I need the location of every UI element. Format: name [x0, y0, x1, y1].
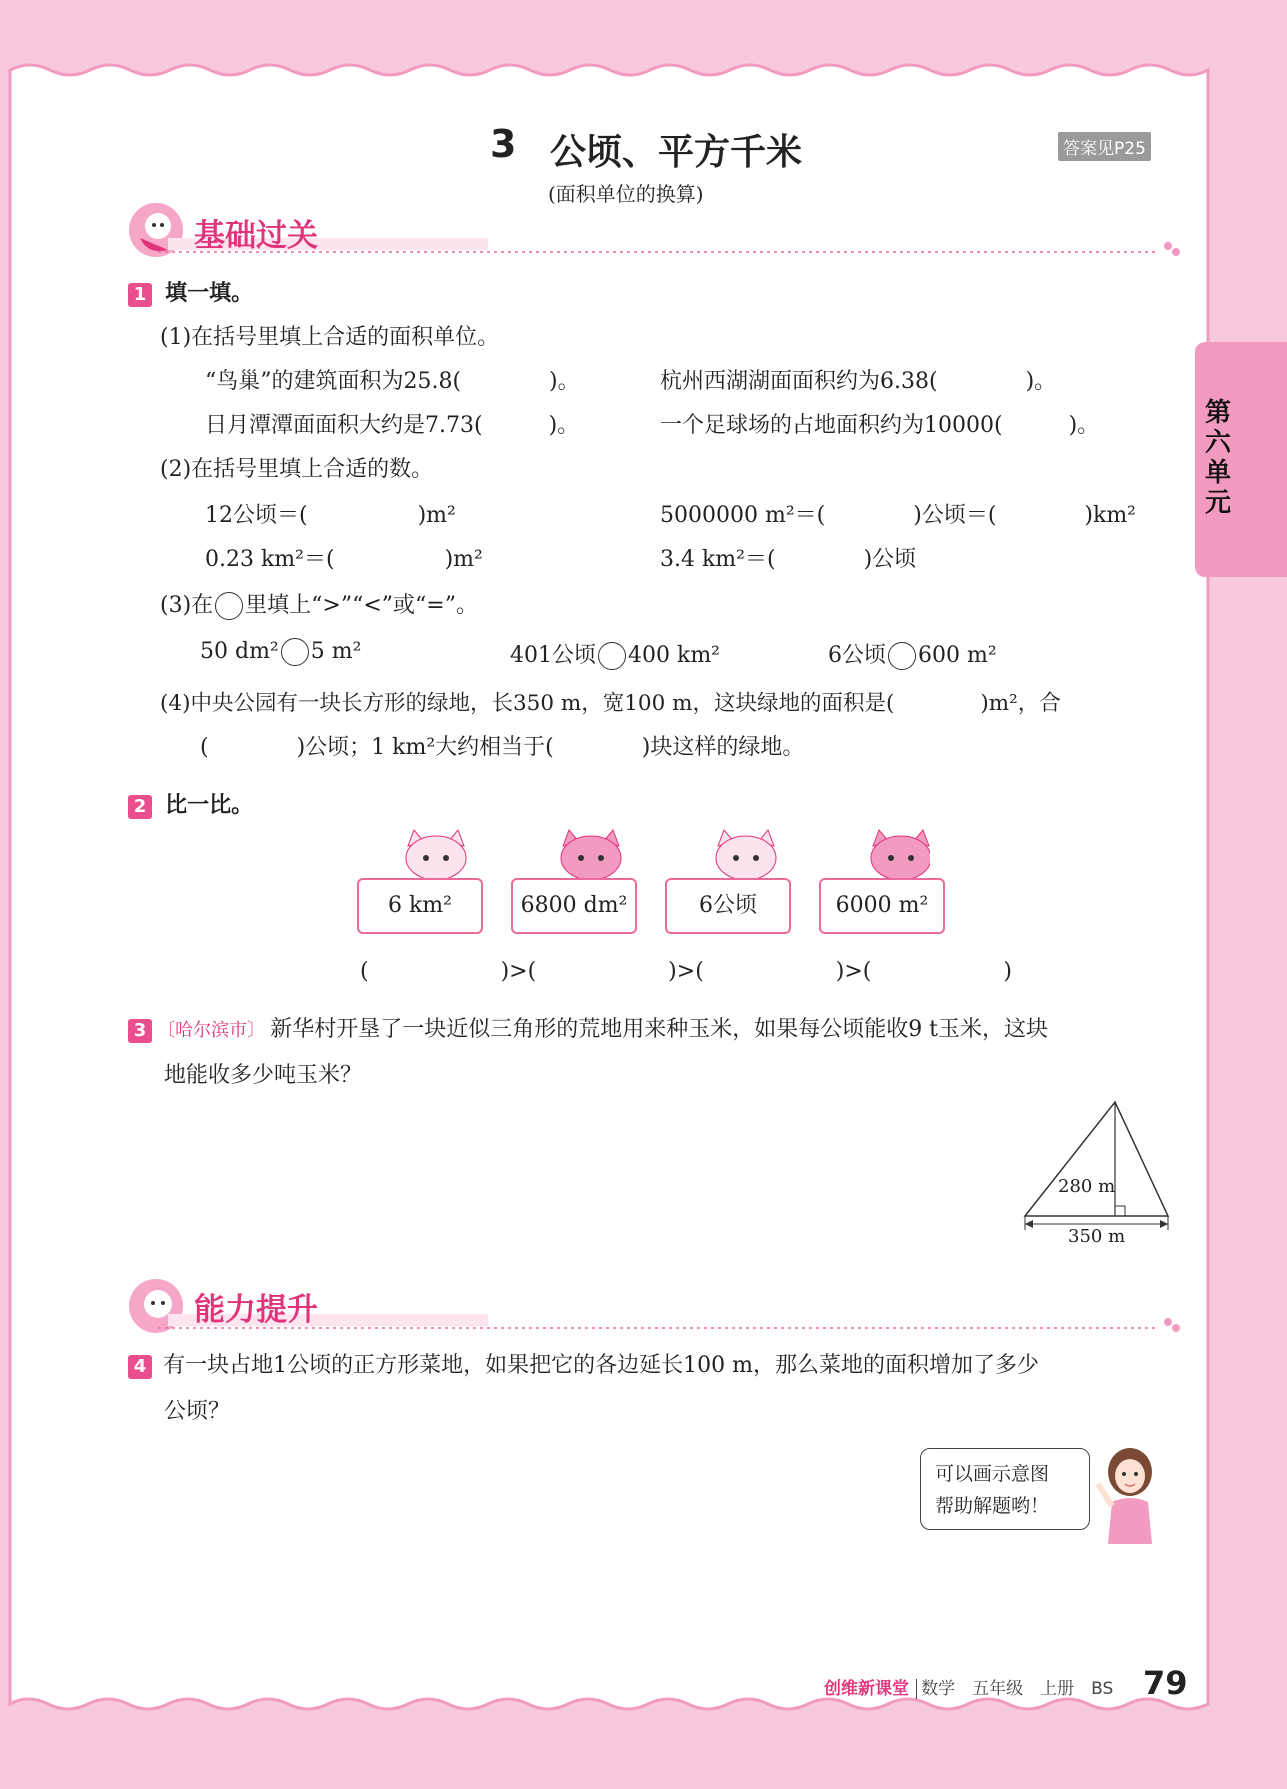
teacher-character-icon	[1090, 1444, 1170, 1544]
decor-dots-icon	[1164, 242, 1172, 250]
page-title: 公顷、平方千米	[550, 132, 803, 173]
hint-text	[935, 1458, 1049, 1522]
hint-line-2: 帮助解题哟！	[935, 1495, 1050, 1517]
q1-part1-item-b: 杭州西湖湖面面积约为6.38( )。	[660, 369, 1057, 394]
q1-part3-prompt-start: (3)在	[160, 593, 214, 618]
compare-left: 6公顷	[828, 643, 886, 668]
compare-card: 6800 dm²	[511, 878, 637, 934]
question-number: 1	[128, 283, 152, 307]
triangle-base-label: 350 m	[1068, 1226, 1126, 1247]
question-number: 4	[128, 1355, 152, 1379]
question-heading: 填一填。	[165, 281, 254, 306]
hint-line-1: 可以画示意图	[935, 1463, 1050, 1485]
footer-info: 数学 五年级 上册 BS	[916, 1679, 1113, 1699]
compare-blank-circle[interactable]	[281, 638, 309, 666]
question-number: 3	[128, 1019, 152, 1043]
q1-part1-item-d: 一个足球场的占地面积约为10000( )。	[660, 413, 1100, 438]
cat-icon	[716, 830, 776, 880]
compare-card: 6000 m²	[819, 878, 945, 934]
compare-blank-circle[interactable]	[888, 642, 916, 670]
question-number: 2	[128, 795, 152, 819]
q1-part2-item-b: 5000000 m²＝( )公顷＝( )km²	[660, 503, 1136, 528]
q1-part3-prompt	[160, 588, 478, 620]
cat-icon	[561, 830, 621, 880]
q1-part2-item-d: 3.4 km²＝( )公顷	[660, 547, 917, 572]
compare-circle-icon	[215, 592, 243, 620]
q1-part1-item-c: 日月潭潭面面积大约是7.73( )。	[205, 413, 580, 438]
q1-part3-item-c	[828, 638, 997, 670]
q3-text-line2: 地能收多少吨玉米？	[164, 1063, 363, 1088]
compare-left: 50 dm²	[200, 639, 279, 664]
answer-reference-badge: 答案见P25	[1058, 132, 1151, 161]
q1-part2-prompt: (2)在括号里填上合适的数。	[160, 457, 434, 482]
q4-text-line2: 公顷？	[164, 1399, 231, 1424]
compare-blank-circle[interactable]	[598, 642, 626, 670]
question-3-line1	[128, 1012, 1048, 1043]
q2-answer-row: ( )>( )>( )>( )	[360, 959, 1012, 984]
compare-card: 6 km²	[357, 878, 483, 934]
q1-part3-prompt-end: 里填上“>”“<”或“=”。	[245, 593, 478, 618]
source-tag: 〔哈尔滨市〕	[157, 1020, 266, 1041]
section-title-advanced: 能力提升	[194, 1292, 318, 1328]
compare-right: 5 m²	[310, 639, 362, 664]
footer-meta	[824, 1674, 1113, 1699]
cat-icon	[871, 830, 930, 880]
compare-right: 400 km²	[628, 643, 720, 668]
question-4-line1	[128, 1348, 1039, 1379]
q4-text-line1: 有一块占地1公顷的正方形菜地，如果把它的各边延长100 m，那么菜地的面积增加了多少	[163, 1353, 1039, 1378]
question-1-header	[128, 276, 253, 307]
footer-brand: 创维新课堂	[824, 1679, 909, 1699]
section-title-basic: 基础过关	[194, 218, 318, 254]
lesson-number: 3	[490, 122, 517, 166]
decor-dots-icon	[1164, 1318, 1172, 1326]
q1-part2-item-c: 0.23 km²＝( )m²	[205, 547, 483, 572]
q1-part4-line1: (4)中央公园有一块长方形的绿地，长350 m，宽100 m，这块绿地的面积是( )m²，合	[160, 691, 1061, 716]
q1-part4-line2: ( )公顷；1 km²大约相当于( )块这样的绿地。	[200, 735, 805, 760]
q1-part3-item-a	[200, 638, 361, 666]
q1-part3-item-b	[510, 638, 720, 670]
page-number: 79	[1143, 1664, 1188, 1702]
compare-left: 401公顷	[510, 643, 596, 668]
unit-side-tab-label: 第六单元	[1204, 398, 1231, 518]
cat-icon	[406, 830, 466, 880]
triangle-height-label: 280 m	[1058, 1176, 1116, 1197]
page-subtitle: (面积单位的换算)	[548, 182, 704, 206]
q1-part2-item-a: 12公顷＝( )m²	[205, 503, 456, 528]
compare-right: 600 m²	[918, 643, 997, 668]
q3-text-line1: 新华村开垦了一块近似三角形的荒地用来种玉米，如果每公顷能收9 t玉米，这块	[270, 1017, 1049, 1042]
q1-part1-prompt: (1)在括号里填上合适的面积单位。	[160, 325, 500, 350]
compare-card: 6公顷	[665, 878, 791, 934]
q1-part1-item-a: “鸟巢”的建筑面积为25.8( )。	[205, 369, 580, 394]
question-heading: 比一比。	[165, 793, 254, 818]
question-2-header	[128, 788, 253, 819]
